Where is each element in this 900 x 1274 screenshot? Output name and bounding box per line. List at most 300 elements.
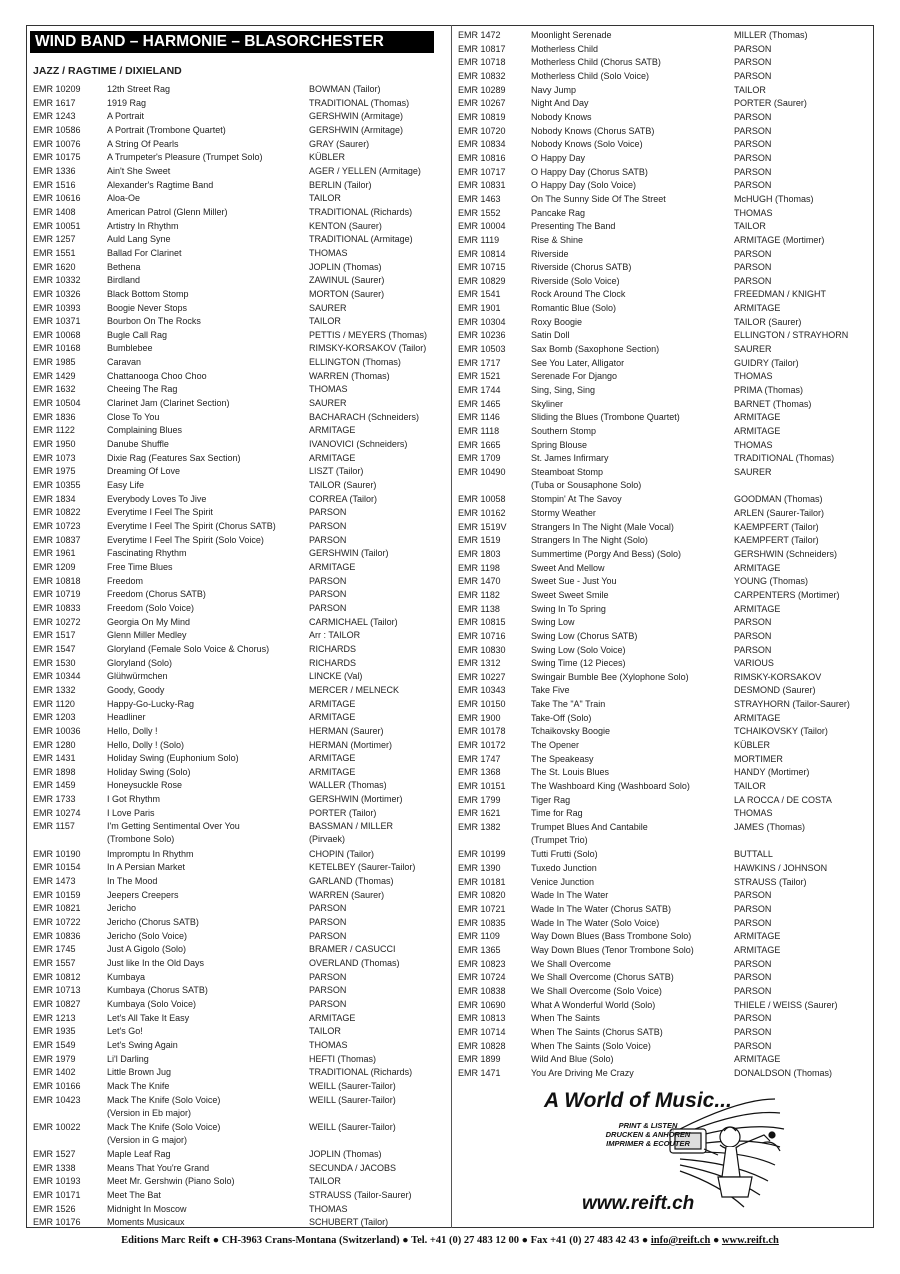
piece-title: Way Down Blues (Bass Trombone Solo) [531,931,692,942]
catalog-number: EMR 1901 [458,303,501,314]
composer: LISZT (Tailor) [309,466,364,477]
catalog-number: EMR 10616 [33,193,81,204]
catalog-number: EMR 10058 [458,494,506,505]
piece-title: Riverside (Solo Voice) [531,275,620,286]
piece-title: Swingair Bumble Bee (Xylophone Solo) [531,671,689,682]
piece-title: See You Later, Alligator [531,357,625,368]
catalog-entry [33,138,451,152]
composer: SAURER [309,302,347,313]
catalog-number: EMR 1620 [33,261,76,272]
catalog-number: EMR 1402 [33,1067,76,1078]
composer: TAILOR [309,316,341,327]
catalog-number: EMR 10172 [458,740,506,751]
catalog-entry [458,439,873,453]
catalog-number: EMR 1257 [33,234,76,245]
piece-subtitle: (Trombone Solo) [107,834,175,845]
piece-title: Bourbon On The Rocks [107,316,201,327]
footer-web-link[interactable]: www.reift.ch [721,1235,779,1246]
piece-title: A Portrait (Trombone Quartet) [107,124,226,135]
composer: KÜBLER [734,740,771,751]
piece-title: We Shall Overcome [531,958,611,969]
composer: GRAY (Saurer) [309,138,370,149]
catalog-entry [458,862,873,876]
composer: GERSHWIN (Mortimer) [309,794,403,805]
piece-title: Trumpet Blues And Cantabile [531,822,648,833]
piece-title: Summertime (Porgy And Bess) (Solo) [531,548,682,559]
composer: ARLEN (Saurer-Tailor) [734,507,825,518]
catalog-number: EMR 10344 [33,671,81,682]
catalog-number: EMR 10833 [33,602,81,613]
catalog-entry [458,138,873,152]
composer: JAMES (Thomas) [734,822,806,833]
catalog-entry [33,657,451,671]
catalog-entry [458,261,873,275]
piece-title: Hello, Dolly ! [107,725,158,736]
catalog-number: EMR 10838 [458,985,506,996]
composer: ARMITAGE [734,412,781,423]
logo-title: A World of Music... [544,1089,732,1112]
catalog-entry [458,930,873,944]
piece-title: St. James Infirmary [531,453,609,464]
catalog-entry [33,1189,451,1203]
composer: PARSON [309,589,347,600]
composer: PARSON [734,262,772,273]
catalog-entry [458,807,873,821]
piece-title: Spring Blouse [531,439,588,450]
composer: TRADITIONAL (Armitage) [309,234,413,245]
piece-title: Freedom (Chorus SATB) [107,589,206,600]
composer: THOMAS [734,371,773,382]
composer: ARMITAGE [734,931,781,942]
composer: HEFTI (Thomas) [309,1053,377,1064]
catalog-number: EMR 1336 [33,165,76,176]
piece-title: Boogie Never Stops [107,302,188,313]
catalog-entry [33,179,451,193]
piece-title: Jeepers Creepers [107,889,179,900]
catalog-entry [458,889,873,903]
composer: THOMAS [309,247,348,258]
piece-title: Black Bottom Stomp [107,288,189,299]
catalog-entry [458,452,873,466]
catalog-number: EMR 1120 [33,698,75,709]
composer: WARREN (Saurer) [309,889,385,900]
catalog-number: EMR 10076 [33,138,81,149]
composer: DONALDSON (Thomas) [734,1067,833,1078]
piece-title: Nobody Knows (Solo Voice) [531,139,643,150]
piece-title: Sing, Sing, Sing [531,385,596,396]
catalog-number: EMR 1519V [458,521,507,532]
piece-title: Clarinet Jam (Clarinet Section) [107,398,230,409]
catalog-entry [33,616,451,630]
catalog-number: EMR 1119 [458,234,500,245]
piece-title: Auld Lang Syne [107,234,171,245]
piece-title: Midnight In Moscow [107,1203,187,1214]
composer: HERMAN (Mortimer) [309,739,392,750]
composer: STRAUSS (Tailor) [734,876,807,887]
composer: WALLER (Thomas) [309,780,387,791]
catalog-number: EMR 1979 [33,1053,76,1064]
catalog-number: EMR 1526 [33,1203,76,1214]
composer: HAWKINS / JOHNSON [734,863,828,873]
catalog-entry [458,821,873,848]
composer: KAEMPFERT (Tailor) [734,521,819,532]
piece-title: I Love Paris [107,807,155,818]
piece-title: 1919 Rag [107,97,147,108]
piece-title: Moonlight Serenade [531,30,612,40]
catalog-number: EMR 10193 [33,1176,81,1187]
composer: RIMSKY-KORSAKOV [734,671,822,682]
composer: BERLIN (Tailor) [309,179,372,190]
composer: PARSON [734,630,772,641]
catalog-number: EMR 1198 [458,562,500,573]
catalog-number: EMR 1898 [33,766,76,777]
piece-title: Kumbaya [107,971,146,982]
catalog-number: EMR 10159 [33,889,81,900]
catalog-entry [458,616,873,630]
composer: SAURER [734,467,772,477]
catalog-number: EMR 10823 [458,958,506,969]
catalog-number: EMR 10274 [33,807,81,818]
composer: BRAMER / CASUCCI [309,944,396,955]
piece-title: Holiday Swing (Solo) [107,766,191,777]
composer: GARLAND (Thomas) [309,876,394,887]
catalog-entry [458,971,873,985]
piece-title: Steamboat Stomp [531,467,604,477]
catalog-number: EMR 1408 [33,206,76,217]
catalog-number: EMR 1834 [33,493,76,504]
catalog-entry [33,602,451,616]
composer: ARMITAGE [734,603,781,614]
composer: ARMITAGE [309,753,356,764]
piece-title: Danube Shuffle [107,439,169,450]
catalog-number: EMR 1799 [458,794,501,805]
piece-title: Dixie Rag (Features Sax Section) [107,452,241,463]
catalog-entry [458,370,873,384]
catalog-entry [458,589,873,603]
composer-note: (Pirvaek) [309,834,346,845]
catalog-number: EMR 10503 [458,344,506,355]
catalog-number: EMR 1961 [33,548,76,559]
piece-title: The Speakeasy [531,753,594,764]
logo-sub-line: PRINT & LISTEN [618,1121,678,1130]
catalog-entry [33,1121,451,1148]
piece-subtitle: (Version in G major) [107,1134,188,1145]
catalog-entry [458,343,873,357]
piece-title: Sliding the Blues (Trombone Quartet) [531,412,680,423]
piece-title: Mack The Knife (Solo Voice) [107,1094,221,1105]
composer: TAILOR (Saurer) [309,480,377,491]
piece-title: Everytime I Feel The Spirit (Chorus SATB) [107,521,276,531]
composer: ELLINGTON (Thomas) [309,357,401,368]
catalog-entry [33,83,451,97]
catalog-number: EMR 10272 [33,616,81,627]
composer: TRADITIONAL (Thomas) [309,97,410,108]
catalog-number: EMR 10154 [33,862,81,873]
catalog-entry [458,739,873,753]
catalog-entry [458,657,873,671]
catalog-entry [33,1080,451,1094]
catalog-entry [458,630,873,644]
catalog-number: EMR 10022 [33,1121,81,1132]
piece-title: Everytime I Feel The Spirit [107,507,213,518]
catalog-entry [33,1053,451,1067]
composer: GERSHWIN (Armitage) [309,111,404,122]
catalog-number: EMR 10837 [33,534,81,545]
catalog-entry [33,151,451,165]
catalog-entry [33,493,451,507]
catalog-entry [33,820,451,847]
catalog-number: EMR 10814 [458,248,506,259]
piece-title: When The Saints (Solo Voice) [531,1040,651,1051]
piece-title: Mack The Knife (Solo Voice) [107,1121,221,1132]
catalog-number: EMR 10820 [458,890,506,901]
composer: ARMITAGE [734,944,781,955]
catalog-entry [33,766,451,780]
composer: BACHARACH (Schneiders) [309,411,420,422]
catalog-number: EMR 10724 [458,972,506,983]
catalog-entry [458,725,873,739]
catalog-number: EMR 1118 [458,426,500,437]
piece-title: Caravan [107,357,142,368]
composer: ARMITAGE [734,426,781,437]
catalog-number: EMR 10343 [458,685,506,696]
catalog-number: EMR 1733 [33,794,76,805]
piece-title: A String Of Pearls [107,138,179,149]
catalog-entry [458,193,873,207]
catalog-number: EMR 1551 [33,247,76,258]
catalog-entry [33,1203,451,1217]
catalog-number: EMR 10817 [458,43,506,54]
composer: PARSON [734,617,772,628]
catalog-number: EMR 1473 [33,876,76,887]
composer: PARSON [309,998,347,1009]
catalog-entry [33,247,451,261]
catalog-number: EMR 1429 [33,370,76,381]
piece-title: Holiday Swing (Euphonium Solo) [107,753,239,764]
composer: PARSON [734,890,772,901]
catalog-entry [33,916,451,930]
catalog-entry [33,725,451,739]
catalog-entry [33,1094,451,1121]
piece-title: Moments Musicaux [107,1217,185,1228]
catalog-entry [33,930,451,944]
catalog-entry [458,562,873,576]
piece-subtitle: (Tuba or Sousaphone Solo) [531,480,642,490]
piece-title: Freedom [107,575,144,586]
composer: GOODMAN (Thomas) [734,494,823,505]
piece-title: On The Sunny Side Of The Street [531,193,666,204]
catalog-entry [33,110,451,124]
catalog-number: EMR 10690 [458,999,506,1010]
piece-title: O Happy Day [531,152,586,163]
footer-email-link[interactable]: info@reift.ch [650,1235,711,1246]
piece-title: Ain't She Sweet [107,165,171,176]
piece-title: Skyliner [531,398,564,409]
catalog-number: EMR 1519 [458,535,501,546]
piece-title: When The Saints (Chorus SATB) [531,1026,663,1037]
piece-title: Wade In The Water (Solo Voice) [531,917,660,928]
footer-separator: ● [712,1235,720,1246]
composer: THOMAS [734,439,773,450]
composer: THOMAS [309,1039,348,1050]
piece-title: Honeysuckle Rose [107,780,183,791]
catalog-number: EMR 10151 [458,781,506,792]
composer: ARMITAGE [734,1054,781,1065]
catalog-number: EMR 10199 [458,849,506,860]
catalog-number: EMR 1209 [33,561,76,572]
catalog-entry [33,1162,451,1176]
piece-title: Complaining Blues [107,425,183,436]
catalog-header: WIND BAND – HARMONIE – BLASORCHESTER [30,31,434,53]
catalog-number: EMR 1547 [33,643,76,654]
piece-title: Romantic Blue (Solo) [531,303,617,314]
composer: PARSON [309,575,347,586]
piece-title: 12th Street Rag [107,84,171,94]
catalog-entry [33,739,451,753]
piece-title: Gloryland (Solo) [107,657,173,668]
catalog-entry [33,670,451,684]
composer: SCHUBERT (Tailor) [309,1217,389,1228]
catalog-entry [33,547,451,561]
composer: MORTIMER [734,753,783,764]
piece-title: Sax Bomb (Saxophone Section) [531,344,660,355]
piece-title: Venice Junction [531,876,595,887]
catalog-number: EMR 10819 [458,111,506,122]
catalog-entry [33,1025,451,1039]
composer: CARMICHAEL (Tailor) [309,616,398,627]
catalog-number: EMR 1709 [458,453,501,464]
piece-title: Hello, Dolly ! (Solo) [107,739,185,750]
catalog-entry [458,698,873,712]
composer: Arr : TAILOR [309,630,361,641]
catalog-entry [458,1067,873,1081]
catalog-entry [33,479,451,493]
piece-title: Wade In The Water (Chorus SATB) [531,903,672,914]
composer: SAURER [309,398,347,409]
piece-title: Impromptu In Rhythm [107,848,194,859]
piece-title: You Are Driving Me Crazy [531,1067,634,1078]
piece-title: Rock Around The Clock [531,289,626,300]
catalog-entry [33,465,451,479]
catalog-number: EMR 10821 [33,903,81,914]
piece-title: Artistry In Rhythm [107,220,179,231]
piece-title: Means That You're Grand [107,1162,210,1173]
composer: PARSON [309,930,347,941]
composer: PARSON [734,57,772,68]
catalog-entry [33,206,451,220]
catalog-number: EMR 10326 [33,288,81,299]
composer: SAURER [734,344,772,355]
catalog-entry [458,97,873,111]
piece-title: Sweet Sue - Just You [531,576,617,587]
composer: WEILL (Saurer-Tailor) [309,1094,396,1105]
logo-url[interactable]: www.reift.ch [582,1193,695,1214]
piece-title: Kumbaya (Chorus SATB) [107,985,208,996]
composer: PARSON [734,903,772,914]
catalog-entry [33,889,451,903]
piece-title: Take-Off (Solo) [531,712,592,723]
catalog-entry [33,684,451,698]
piece-title: Birdland [107,275,141,286]
piece-title: O Happy Day (Chorus SATB) [531,166,648,177]
catalog-number: EMR 10371 [33,316,81,327]
catalog-number: EMR 1146 [458,412,500,423]
composer: PARSON [309,985,347,996]
logo-subtitle [602,1121,694,1148]
catalog-number: EMR 10355 [33,480,81,491]
catalog-number: EMR 1109 [458,931,500,942]
piece-title: Tuxedo Junction [531,863,597,873]
catalog-entry [458,425,873,439]
composer: PARSON [734,180,772,191]
catalog-entry [458,275,873,289]
catalog-number: EMR 10171 [33,1190,81,1201]
catalog-entry [33,192,451,206]
catalog-entry [458,534,873,548]
composer: KENTON (Saurer) [309,220,382,231]
catalog-number: EMR 10835 [458,917,506,928]
catalog-number: EMR 1900 [458,712,501,723]
catalog-entry [33,875,451,889]
composer: YOUNG (Thomas) [734,576,809,587]
composer: ARMITAGE [734,562,781,573]
catalog-number: EMR 10267 [458,98,506,109]
piece-title: When The Saints [531,1013,600,1024]
catalog-number: EMR 1365 [458,944,501,955]
catalog-entry [33,370,451,384]
catalog-entry [458,70,873,84]
piece-title: Maple Leaf Rag [107,1149,171,1160]
piece-title: Everytime I Feel The Spirit (Solo Voice) [107,534,264,545]
piece-title: Stormy Weather [531,507,596,518]
catalog-entry [458,493,873,507]
composer: PARSON [734,1026,772,1037]
piece-title: Motherless Child [531,43,599,54]
piece-title: Georgia On My Mind [107,616,191,627]
composer: PARSON [734,958,772,969]
catalog-entry [33,274,451,288]
catalog-number: EMR 10813 [458,1013,506,1024]
composer: LA ROCCA / DE COSTA [734,794,832,805]
catalog-entry [33,779,451,793]
piece-title: Meet The Bat [107,1190,161,1201]
catalog-number: EMR 1975 [33,466,76,477]
piece-title: Swing In To Spring [531,603,606,614]
catalog-number: EMR 1950 [33,439,76,450]
catalog-entry [33,438,451,452]
catalog-number: EMR 10715 [458,262,506,273]
catalog-number: EMR 1552 [458,207,501,218]
piece-title: Dreaming Of Love [107,466,181,477]
composer: KETELBEY (Saurer-Tailor) [309,862,416,873]
catalog-entry [33,943,451,957]
composer: CARPENTERS (Mortimer) [734,589,840,600]
composer: JOPLIN (Thomas) [309,1149,382,1160]
catalog-number: EMR 10829 [458,275,506,286]
catalog-number: EMR 10190 [33,848,81,859]
catalog-entry [458,644,873,658]
catalog-entry [458,766,873,780]
composer: ARMITAGE [309,561,356,572]
composer: TAILOR [734,84,766,95]
composer: TCHAIKOVSKY (Tailor) [734,726,828,737]
catalog-number: EMR 10393 [33,302,81,313]
piece-title: Swing Low (Solo Voice) [531,644,626,655]
catalog-number: EMR 1836 [33,411,76,422]
catalog-number: EMR 10227 [458,671,506,682]
piece-title: Goody, Goody [107,684,165,695]
piece-title: Gloryland (Female Solo Voice & Chorus) [107,643,270,654]
